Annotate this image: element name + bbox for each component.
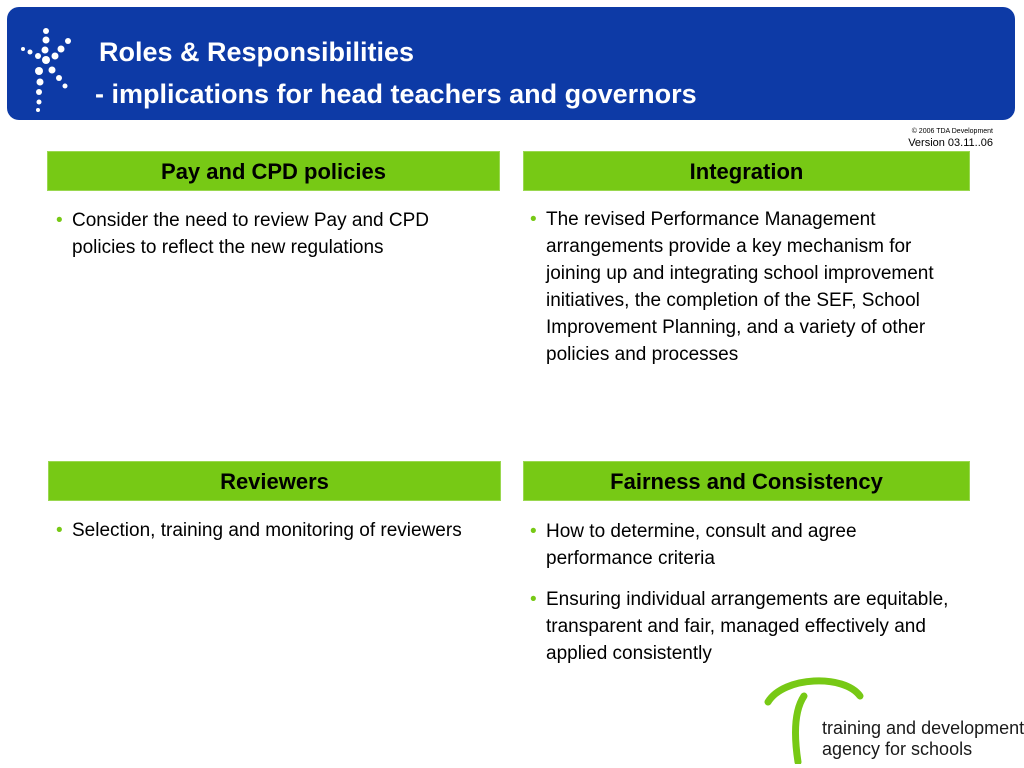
section-bullets-integration xyxy=(527,206,959,382)
star-figure-logo-icon xyxy=(19,25,83,113)
list-item: • The revised Performance Management arrangements provide a key mechanism for joining up and integrating school improvement initiatives, the completion of the SEF, School Improvement Planning, and a variety of other policies and processes xyxy=(527,206,959,368)
section-heading-fairness: Fairness and Consistency xyxy=(523,461,970,501)
section-heading-pay-cpd: Pay and CPD policies xyxy=(47,151,500,191)
list-item: • Selection, training and monitoring of reviewers xyxy=(53,519,473,542)
section-bullets-fairness xyxy=(527,518,959,681)
list-item: • How to determine, consult and agree performance criteria xyxy=(527,518,959,572)
list-item: • Consider the need to review Pay and CPD policies to reflect the new regulations xyxy=(53,207,473,261)
version-text: Version 03.11..06 xyxy=(908,137,993,149)
section-heading-integration: Integration xyxy=(523,151,970,191)
tda-logo-line2: agency for schools xyxy=(822,739,973,759)
title-banner xyxy=(7,7,1015,120)
page-subtitle: - implications for head teachers and governors xyxy=(95,79,697,109)
section-heading-reviewers: Reviewers xyxy=(48,461,501,501)
section-bullets-pay-cpd xyxy=(53,207,473,275)
copyright-text: © 2006 TDA Development xyxy=(911,128,993,135)
page-title: Roles & Responsibilities xyxy=(99,37,415,67)
list-item: • Ensuring individual arrangements are equitable, transparent and fair, managed effectively and applied consistently xyxy=(527,586,959,667)
section-bullets-reviewers xyxy=(53,519,473,556)
tda-logo-line1: training and development xyxy=(822,718,1024,738)
